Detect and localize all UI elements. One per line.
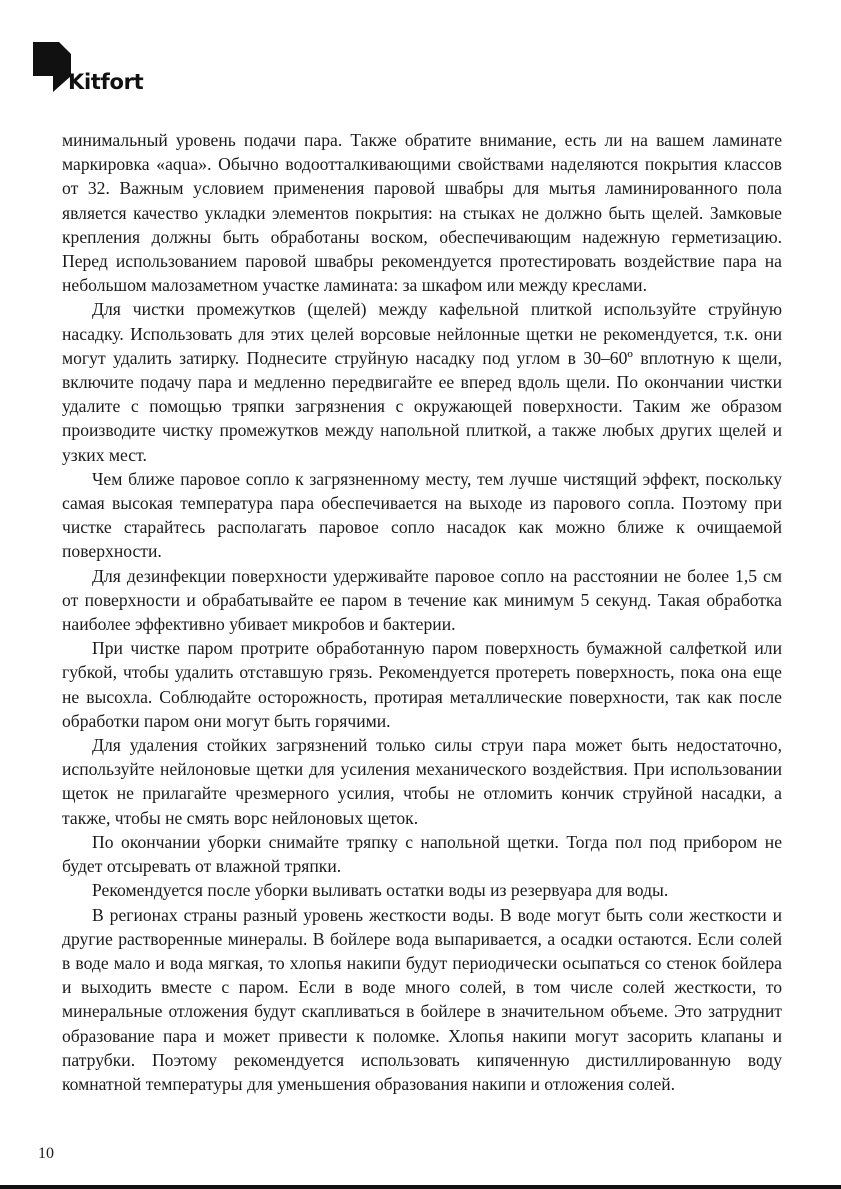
paragraph: Для удаления стойких загрязнений только силы струи пара может быть недостаточно, используйте нейлоновые щетки для усиления механического воздействия. При использовании щеток не прилагайте чрезмерного усилия, чтобы не отломить кончик струйной насадки, а также, чтобы не смять ворс нейлоновых щеток. [62, 735, 782, 828]
paragraph: По окончании уборки снимайте тряпку с напольной щетки. Тогда пол под прибором не будет отсыревать от влажной тряпки. [62, 831, 782, 877]
body-text [62, 128, 782, 1096]
paragraph: При чистке паром протрите обработанную паром поверхность бумажной салфеткой или губкой, чтобы удалить отставшую грязь. Рекомендуется протереть поверхность, пока она еще не высохла. Соблюдайте осторожность, протирая металлические поверхности, так как после обработки паром они могут быть горячими. [62, 638, 782, 731]
bottom-rule [0, 1185, 841, 1189]
paragraph: Для дезинфекции поверхности удерживайте паровое сопло на расстоянии не более 1,5 см от поверхности и обрабатывайте ее паром в течение как минимум 5 секунд. Такая обработка наиболее эффективно убивает микробов и бактерии. [62, 565, 782, 635]
paragraph: В регионах страны разный уровень жесткости воды. В воде могут быть соли жесткости и другие растворенные минералы. В бойлере вода выпаривается, а осадки остаются. Если солей в воде мало и вода мягкая, то хлопья накипи будут периодически осыпаться со стенок бойлера и выходить вместе с паром. Если в воде много солей, в том числе солей жесткости, то минеральные отложения будут скапливаться в бойлере в значительном объеме. Это затруднит образование пара и может привести к поломке. Хлопья накипи могут засорить клапаны и патрубки. Поэтому рекомендуется использовать кипяченную дистиллированную воду комнатной температуры для уменьшения образования накипи и отложения солей. [62, 904, 782, 1094]
paragraph: Чем ближе паровое сопло к загрязненному месту, тем лучше чистящий эффект, поскольку самая высокая температура пара обеспечивается на выходе из парового сопла. Поэтому при чистке старайтесь располагать паровое сопло насадок как можно ближе к очищаемой поверхности. [62, 468, 782, 562]
paragraph: Рекомендуется после уборки выливать остатки воды из резервуара для воды. [92, 880, 669, 901]
brand-name: Kitfort [68, 70, 144, 94]
paragraph: Для чистки промежутков (щелей) между кафельной плиткой используйте струйную насадку. Использовать для этих целей ворсовые нейлонные щетки не рекомендуется, т.к. они могут удалить затирку. Поднесите струйную насадку под углом в 30–60º вплотную к щели, включите подачу пара и медленно передвигайте ее вперед вдоль щели. По окончании чистки удалите с помощью тряпки загрязнения с окружающей поверхности. Таким же образом производите чистку промежутков между напольной плиткой, а также любых других щелей и узких мест. [62, 299, 782, 465]
brand-logo [33, 42, 153, 94]
page-number: 10 [38, 1145, 54, 1162]
paragraph-continued: минимальный уровень подачи пара. Также обратите внимание, есть ли на вашем ламинате маркировка «aqua». Обычно водоотталкивающими свойствами наделяются покрытия классов от 32. Важным условием применения паровой швабры для мытья ламинированного пола является качество укладки элементов покрытия: на стыках не должно быть щелей. Замковые крепления должны быть обработаны воском, обеспечивающим надежную герметизацию. Перед использованием паровой швабры рекомендуется протестировать воздействие пара на небольшом малозаметном участке ламината: за шкафом или между креслами. [62, 130, 782, 296]
kitfort-logo-mark-icon [33, 42, 71, 92]
